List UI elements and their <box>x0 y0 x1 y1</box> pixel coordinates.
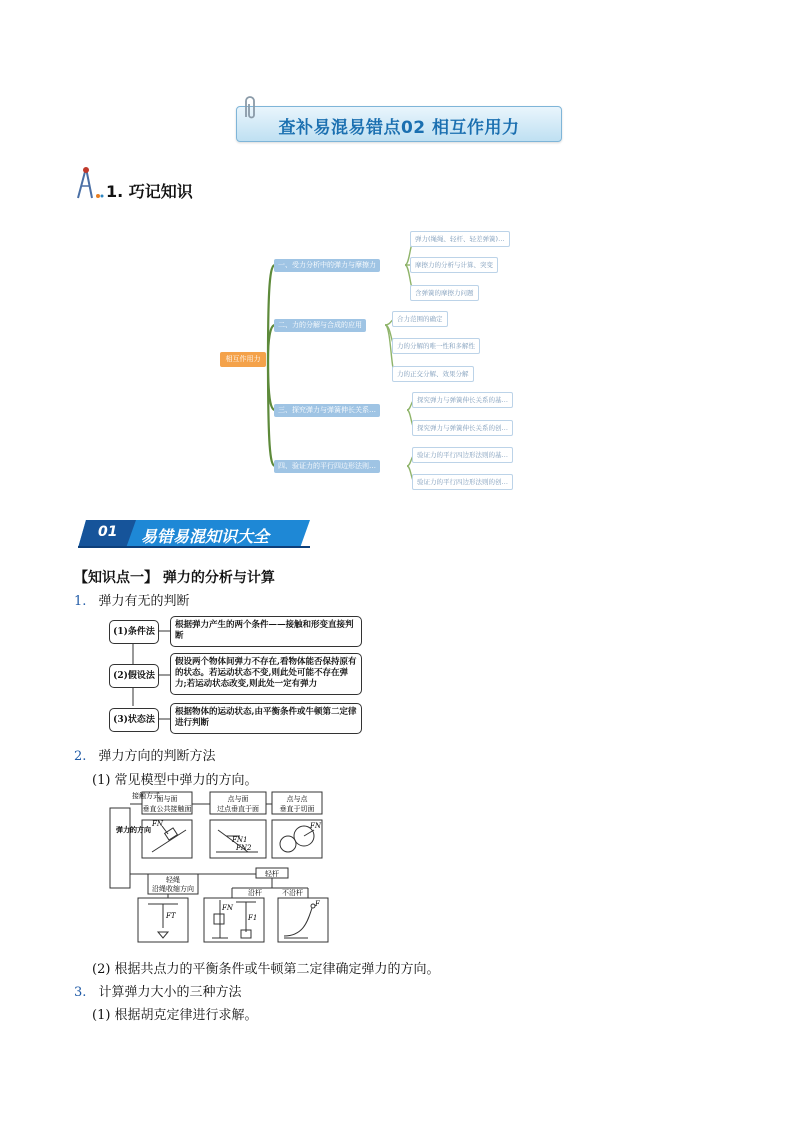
section-banner-text: 易错易混知识大全 <box>141 527 270 546</box>
mindmap-branch: 四、验证力的平行四边形法则… <box>274 460 380 473</box>
flow-method: (2)假设法 <box>109 664 159 688</box>
list-number: 2. <box>74 749 87 764</box>
list-item <box>74 590 190 609</box>
force-label: FN <box>310 822 321 830</box>
section-banner <box>78 520 310 548</box>
list-number: 3. <box>74 985 87 1000</box>
flow-description: 根据物体的运动状态,由平衡条件或牛顿第二定律进行判断 <box>170 703 362 734</box>
mindmap-root: 相互作用力 <box>220 352 266 367</box>
sub-item: (1) 根据胡克定律进行求解。 <box>92 1008 258 1023</box>
compass-icon <box>72 164 106 202</box>
mindmap-leaf: 摩擦力的分析与计算、突变 <box>410 257 498 273</box>
sub-item: (2) 根据共点力的平衡条件或牛顿第二定律确定弹力的方向。 <box>92 962 440 977</box>
force-label: FN <box>152 820 163 828</box>
diagram-label: 接触方式 <box>132 792 160 800</box>
list-item <box>74 981 242 1000</box>
diagram-col-desc: 过点垂直于面 <box>217 805 259 813</box>
diagram-rope-desc: 沿绳收缩方向 <box>152 885 194 893</box>
list-text: 计算弹力大小的三种方法 <box>98 985 242 1000</box>
diagram-col-desc: 垂直公共接触面 <box>142 805 192 813</box>
spring-force-diagram <box>108 790 338 946</box>
mindmap-leaf: 合力范围的确定 <box>392 311 448 327</box>
flow-method: (3)状态法 <box>109 708 159 732</box>
list-number: 1. <box>74 594 87 609</box>
knowledge-point-heading: 【知识点一】 弹力的分析与计算 <box>74 570 275 586</box>
mindmap-leaf: 探究弹力与弹簧伸长关系的创… <box>412 420 513 436</box>
list-item <box>74 745 216 764</box>
title-banner <box>236 106 562 142</box>
section-heading: 1. 巧记知识 <box>106 182 193 201</box>
diagram-col-desc: 垂直于切面 <box>279 805 315 813</box>
flow-method: (1)条件法 <box>109 620 159 644</box>
mindmap-branch: 三、探究弹力与弹簧伸长关系… <box>274 404 380 417</box>
diagram-col-title: 面与面 <box>156 795 178 803</box>
section-number: 01 <box>98 524 118 540</box>
force-label: F1 <box>248 914 258 922</box>
mindmap-branch: 二、力的分解与合成的应用 <box>274 319 366 332</box>
mindmap-branch: 一、受力分析中的弹力与摩擦力 <box>274 259 380 272</box>
diagram-rope-title: 轻绳 <box>166 876 180 884</box>
mindmap-leaf: 验证力的平行四边形法则的创… <box>412 474 513 490</box>
flow-description: 根据弹力产生的两个条件——接触和形变直接判断 <box>170 616 362 647</box>
force-label: FN2 <box>236 844 252 852</box>
force-label: FT <box>166 912 176 920</box>
list-text: 弹力有无的判断 <box>98 594 190 609</box>
diagram-rod-along: 沿杆 <box>248 889 262 897</box>
sub-item: (1) 常见模型中弹力的方向。 <box>92 773 258 788</box>
diagram-col-title: 点与点 <box>286 795 308 803</box>
mindmap-leaf: 探究弹力与弹簧伸长关系的基… <box>412 392 513 408</box>
mindmap-leaf: 验证力的平行四边形法则的基… <box>412 447 513 463</box>
diagram-side-label: 弹力的方向 <box>116 825 151 834</box>
diagram-rod-title: 轻杆 <box>265 870 279 878</box>
diagram-rod-notalong: 不沿杆 <box>282 889 303 897</box>
force-label: F <box>315 900 320 908</box>
diagram-col-title: 点与面 <box>227 795 249 803</box>
flow-description: 假设两个物体间弹力不存在,看物体能否保持原有的状态。若运动状态不变,则此处可能不存在弹力;若运动状态改变,则此处一定有弹力 <box>170 653 362 695</box>
page-title: 查补易混易错点02 相互作用力 <box>278 118 520 138</box>
force-label: FN <box>222 904 233 912</box>
mindmap-leaf: 弹力(绳绳、轻杆、轻差弹簧)… <box>410 231 510 247</box>
list-text: 弹力方向的判断方法 <box>98 749 216 764</box>
mindmap-leaf: 含弹簧的摩擦力问题 <box>410 285 479 301</box>
paperclip-icon <box>238 95 264 121</box>
mindmap-leaf: 力的分解的唯一性和多解性 <box>392 338 480 354</box>
force-label: FN1 <box>232 836 248 844</box>
mindmap-leaf: 力的正交分解、效果分解 <box>392 366 474 382</box>
